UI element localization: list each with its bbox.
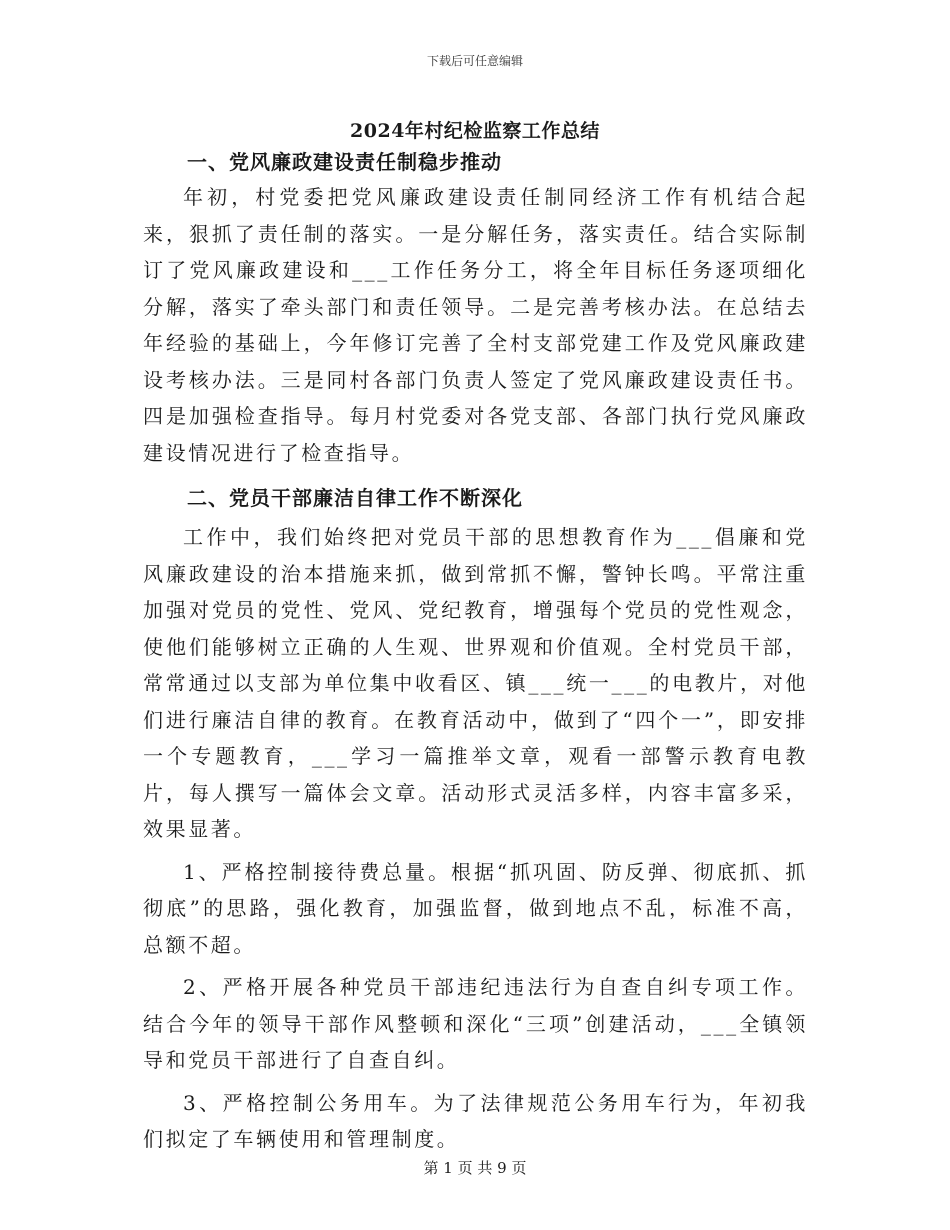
section-2-paragraph-1: 工作中，我们始终把对党员干部的思想教育作为___倡廉和党风廉政建设的治本措施来抓，做到常抓不懈，警钟长鸣。平常注重加强对党员的党性、党风、党纪教育，增强每个党员的党性观念，使他们能够树立正确的人生观、世界观和价值观。全村党员干部，常常通过以支部为单位集中收看区、镇___统一___的电教片，对他们进行廉洁自律的教育。在教育活动中，做到了“四个一”，即安排一个专题教育，___学习一篇推举文章，观看一部警示教育电教片，每人撰写一篇体会文章。活动形式灵活多样，内容丰富多采，效果显著。 (143, 525, 808, 841)
section-1-paragraph-1: 年初，村党委把党风廉政建设责任制同经济工作有机结合起来，狠抓了责任制的落实。一是分解任务，落实责任。结合实际制订了党风廉政建设和___工作任务分工，将全年目标任务逐项细化分解，落实了牵头部门和责任领导。二是完善考核办法。在总结去年经验的基础上，今年修订完善了全村支部党建工作及党风廉政建设考核办法。三是同村各部门负责人签定了党风廉政建设责任书。四是加强检查指导。每月村党委对各党支部、各部门执行党风廉政建设情况进行了检查指导。 (143, 185, 808, 465)
page-header-note: 下载后可任意编辑 (426, 54, 523, 68)
page-footer-number: 第 1 页 共 9 页 (423, 1159, 527, 1177)
section-2-item-3: 3、严格控制公务用车。为了法律规范公务用车行为，年初我们拟定了车辆使用和管理制度。 (143, 1090, 808, 1151)
section-heading-2: 二、党员干部廉洁自律工作不断深化 (187, 486, 523, 510)
section-heading-1: 一、党风廉政建设责任制稳步推动 (187, 150, 502, 174)
document-title: 2024年村纪检监察工作总结 (350, 120, 600, 142)
document-body (143, 145, 808, 1158)
section-2-item-2: 2、严格开展各种党员干部违纪违法行为自查自纠专项工作。结合今年的领导干部作风整顿和深化“三项”创建活动，___全镇领导和党员干部进行了自查自纠。 (143, 975, 808, 1072)
section-2-item-1: 1、严格控制接待费总量。根据“抓巩固、防反弹、彻底抓、抓彻底”的思路，强化教育，加强监督，做到地点不乱，标准不高，总额不超。 (143, 859, 808, 957)
